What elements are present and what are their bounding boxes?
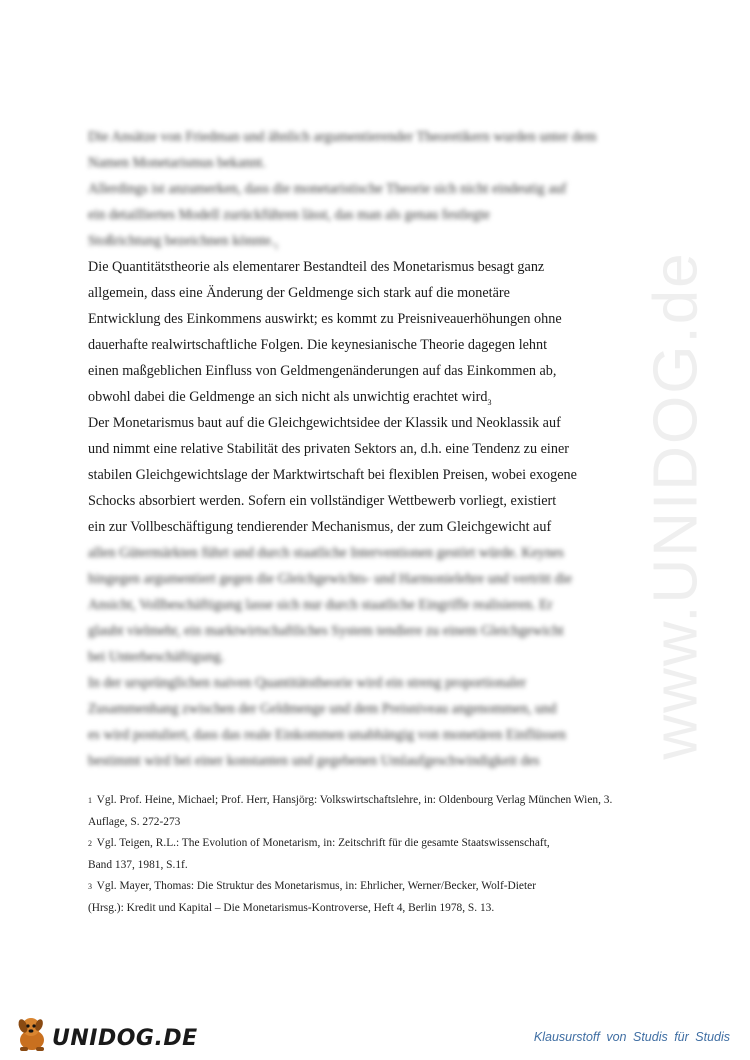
blurred-paragraph-line: allen Gütermärkten führt und durch staatliche Interventionen gestört würde. Keynes — [88, 545, 564, 561]
paragraph-line — [88, 384, 608, 410]
footnote-text: Vgl. Mayer, Thomas: Die Struktur des Monetarismus, in: Ehrlicher, Werner/Becker, Wolf-Dieter — [96, 880, 536, 892]
paragraph-line: Der Monetarismus baut auf die Gleichgewichtsidee der Klassik und Neoklassik auf — [88, 415, 561, 431]
paragraph-line: stabilen Gleichgewichtslage der Marktwirtschaft bei flexiblen Preisen, wobei exogene — [88, 467, 577, 483]
unidog-logo — [14, 1012, 198, 1052]
dog-mascot-icon — [14, 1014, 50, 1052]
footnote-3-continued: (Hrsg.): Kredit und Kapital – Die Monetarismus-Kontroverse, Heft 4, Berlin 1978, S. 13. — [88, 901, 495, 914]
paragraph-line: Die Quantitätstheorie als elementarer Bestandteil des Monetarismus besagt ganz — [88, 259, 545, 275]
blurred-paragraph-line — [88, 228, 608, 254]
footnote-2-continued: Band 137, 1981, S.1f. — [88, 858, 188, 871]
blurred-paragraph-line: glaubt vielmehr, ein marktwirtschaftliches System tendiere zu einem Gleichgewicht — [88, 623, 564, 639]
watermark — [606, 250, 746, 760]
footnote-3 — [88, 876, 698, 898]
blurred-paragraph-line: bei Unterbeschäftigung. — [88, 649, 225, 665]
footnote-2 — [88, 833, 698, 855]
footnote-marker: 1 — [274, 241, 279, 251]
footnote-number: 1 — [88, 796, 92, 805]
body-text — [88, 124, 608, 774]
blurred-paragraph-line: Die Ansätze von Friedman und ähnlich argumentierender Theoretikern wurden unter dem — [88, 129, 597, 145]
blurred-paragraph-line: ein detailliertes Modell zurückführen lässt, das man als genau festlegte — [88, 207, 490, 223]
footnotes — [88, 790, 698, 919]
paragraph-line: dauerhafte realwirtschaftliche Folgen. Die keynesianische Theorie dagegen lehnt — [88, 337, 548, 353]
blurred-paragraph-line: Allerdings ist anzumerken, dass die monetaristische Theorie sich nicht eindeutig auf — [88, 181, 567, 197]
tagline: Klausurstoff von Studis für Studis — [533, 1030, 730, 1044]
blurred-paragraph-line: bestimmt wird bei einer konstanten und gegebenen Umlaufgeschwindigkeit des — [88, 753, 540, 769]
line-text: obwohl dabei die Geldmenge an sich nicht als unwichtig erachtet wird — [88, 389, 488, 405]
footnote-number: 2 — [88, 839, 92, 848]
blurred-paragraph-line: Zusammenhang zwischen der Geldmenge und dem Preisniveau angenommen, und — [88, 701, 557, 717]
logo-text: UNIDOG.DE — [52, 1026, 198, 1051]
watermark-text: www.UNIDOG.de — [641, 250, 711, 760]
footnote-marker: 3 — [487, 397, 492, 407]
line-text: Stoßrichtung bezeichnen könnte. — [88, 233, 275, 249]
blurred-paragraph-line: In der ursprünglichen naiven Quantitätstheorie wird ein streng proportionaler — [88, 675, 527, 691]
blurred-paragraph-line: hingegen argumentiert gegen die Gleichgewichts- und Harmonielehre und vertritt die — [88, 571, 572, 587]
paragraph-line: allgemein, dass eine Änderung der Geldmenge sich stark auf die monetäre — [88, 285, 510, 301]
footnote-number: 3 — [88, 882, 92, 891]
footnote-1-continued: Auflage, S. 272-273 — [88, 815, 181, 828]
paragraph-line: Schocks absorbiert werden. Sofern ein vollständiger Wettbewerb vorliegt, existiert — [88, 493, 557, 509]
footnote-text: Vgl. Teigen, R.L.: The Evolution of Monetarism, in: Zeitschrift für die gesamte Staatswissenschaft, — [96, 837, 550, 849]
footnote-1 — [88, 790, 698, 812]
footnote-text: Vgl. Prof. Heine, Michael; Prof. Herr, Hansjörg: Volkswirtschaftslehre, in: Oldenbourg Verlag München Wien, 3. — [96, 794, 613, 806]
paragraph-line: Entwicklung des Einkommens auswirkt; es kommt zu Preisniveauerhöhungen ohne — [88, 311, 562, 327]
paragraph-line: einen maßgeblichen Einfluss von Geldmengenänderungen auf das Einkommen ab, — [88, 363, 557, 379]
blurred-paragraph-line: es wird postuliert, dass das reale Einkommen unabhängig von monetären Einflüssen — [88, 727, 566, 743]
paragraph-line: und nimmt eine relative Stabilität des privaten Sektors an, d.h. eine Tendenz zu einer — [88, 441, 569, 457]
paragraph-line: ein zur Vollbeschäftigung tendierender Mechanismus, der zum Gleichgewicht auf — [88, 519, 552, 535]
blurred-paragraph-line: Ansicht, Vollbeschäftigung lasse sich nur durch staatliche Eingriffe realisieren. Er — [88, 597, 553, 613]
blurred-paragraph-line: Namen Monetarismus bekannt. — [88, 155, 266, 171]
